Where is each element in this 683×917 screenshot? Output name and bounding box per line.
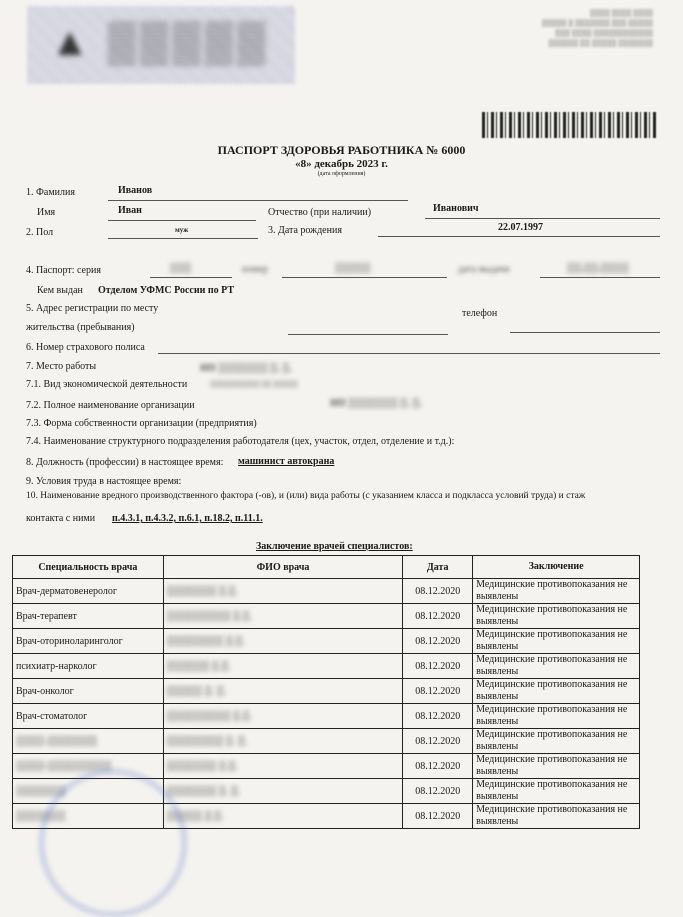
passport-number: ▒▒▒▒▒	[335, 263, 371, 274]
date-cell: 08.12.2020	[403, 754, 473, 779]
conclusion-cell: Медицинские противопоказания не выявлены	[473, 704, 640, 729]
position-value: машинист автокрана	[238, 456, 335, 467]
passport-label: 4. Паспорт: серия	[26, 265, 101, 276]
workplace-label: 7. Место работы	[26, 361, 97, 372]
doctor-cell: ▒▒▒▒▒▒▒▒▒ ▒.▒.	[163, 704, 403, 729]
conclusion-cell: Медицинские противопоказания не выявлены	[473, 604, 640, 629]
table-header-row	[13, 556, 640, 579]
specialty-cell: Врач-терапевт	[13, 604, 164, 629]
birth-label: 3. Дата рождения	[268, 225, 342, 236]
address-label-2: жительства (пребывания)	[26, 322, 135, 333]
doctor-cell: ▒▒▒▒▒▒▒ ▒.▒.	[163, 754, 403, 779]
sex-value: муж	[175, 226, 189, 234]
passport-series: ▒▒▒	[170, 263, 192, 274]
address-line	[288, 334, 448, 335]
econ-value: ▒▒▒▒▒▒▒▒▒▒ ▒▒ ▒▒▒▒▒	[210, 380, 298, 388]
conditions-label: 9. Условия труда в настоящее время:	[26, 476, 182, 487]
date-cell: 08.12.2020	[403, 729, 473, 754]
conclusion-cell: Медицинские противопоказания не выявлены	[473, 629, 640, 654]
conclusion-cell: Медицинские противопоказания не выявлены	[473, 804, 640, 829]
issue-date-line	[540, 277, 660, 278]
date-cell: 08.12.2020	[403, 604, 473, 629]
name-line	[108, 220, 256, 221]
position-label: 8. Должность (профессии) в настоящее время:	[26, 457, 224, 468]
header-doctor: ФИО врача	[163, 556, 403, 579]
patronymic-value: Иванович	[433, 203, 479, 214]
table-row	[13, 654, 640, 679]
table-row	[13, 629, 640, 654]
surname-label: 1. Фамилия	[26, 187, 75, 198]
doctor-cell: ▒▒▒▒▒▒ ▒.▒.	[163, 654, 403, 679]
date-cell: 08.12.2020	[403, 579, 473, 604]
specialty-cell: ▒▒▒▒-▒▒▒▒▒▒▒	[13, 729, 164, 754]
date-cell: 08.12.2020	[403, 679, 473, 704]
doctor-cell: ▒▒▒▒▒ ▒.▒.	[163, 804, 403, 829]
barcode-redaction	[482, 112, 658, 138]
conclusion-cell: Медицинские противопоказания не выявлены	[473, 754, 640, 779]
passport-issue-date: ▒▒.▒▒.▒▒▒▒	[567, 263, 629, 274]
sex-line	[108, 238, 258, 239]
fullname-value: ИП ▒▒▒▒▒▒▒ ▒. ▒.	[330, 398, 422, 409]
factor-label: 10. Наименование вредного производственного фактора (-ов), и (или) вида работы (с указанием класса и подкласса условий труда) и стаж	[26, 491, 586, 501]
factor-value: п.4.3.1, п.4.3.2, п.6.1, п.18.2, п.11.1.	[112, 513, 263, 524]
date-cell: 08.12.2020	[403, 704, 473, 729]
doctor-cell: ▒▒▒▒▒ ▒. ▒.	[163, 679, 403, 704]
birth-value: 22.07.1997	[498, 222, 543, 233]
conclusion-cell: Медицинские противопоказания не выявлены	[473, 729, 640, 754]
date-note: (дата оформления)	[317, 171, 366, 177]
specialty-cell: Врач-онколог	[13, 679, 164, 704]
factor-label-2: контакта с ними	[26, 513, 96, 524]
number-label: номер	[242, 264, 268, 275]
specialty-cell: Врач-стоматолог	[13, 704, 164, 729]
specialty-cell: ▒▒▒▒▒▒▒	[13, 779, 164, 804]
specialty-cell: ▒▒▒▒-▒▒▒▒▒▒▒▒▒	[13, 754, 164, 779]
insurance-label: 6. Номер страхового полиса	[26, 342, 145, 353]
phone-line	[510, 332, 660, 333]
specialty-cell: Врач-оториноларинголог	[13, 629, 164, 654]
table-row	[13, 704, 640, 729]
econ-label: 7.1. Вид экономической деятельности	[26, 379, 188, 390]
doctor-cell: ▒▒▒▒▒▒▒▒▒ ▒.▒.	[163, 604, 403, 629]
name-label: Имя	[37, 207, 56, 218]
document-title: ПАСПОРТ ЗДОРОВЬЯ РАБОТНИКА № 6000	[217, 143, 466, 157]
header-conclusion: Заключение	[473, 556, 640, 579]
series-line	[150, 277, 232, 278]
doctor-cell: ▒▒▒▒▒▒▒▒ ▒.▒.	[163, 629, 403, 654]
phone-label: телефон	[462, 308, 498, 319]
date-cell: 08.12.2020	[403, 654, 473, 679]
header-date: Дата	[403, 556, 473, 579]
insurance-line	[158, 353, 660, 354]
conclusion-cell: Медицинские противопоказания не выявлены	[473, 679, 640, 704]
ownership-label: 7.3. Форма собственности организации (предприятия)	[26, 418, 257, 429]
conclusion-cell: Медицинские противопоказания не выявлены	[473, 654, 640, 679]
patronymic-label: Отчество (при наличии)	[268, 207, 372, 218]
table-row	[13, 579, 640, 604]
sex-label: 2. Пол	[26, 227, 54, 238]
header-specialty: Специальность врача	[13, 556, 164, 579]
fullname-label: 7.2. Полное наименование организации	[26, 400, 195, 411]
specialty-cell: Врач-дерматовенеролог	[13, 579, 164, 604]
number-line	[282, 277, 447, 278]
doctor-cell: ▒▒▒▒▒▒▒ ▒. ▒.	[163, 779, 403, 804]
blue-stamp	[40, 770, 186, 916]
surname-value: Иванов	[118, 185, 153, 196]
conclusion-cell: Медицинские противопоказания не выявлены	[473, 779, 640, 804]
address-label: 5. Адрес регистрации по месту	[26, 303, 159, 314]
patronymic-line	[425, 218, 660, 219]
doctor-cell: ▒▒▒▒▒▒▒ ▒.▒.	[163, 579, 403, 604]
conclusion-cell: Медицинские противопоказания не выявлены	[473, 579, 640, 604]
birth-line	[378, 236, 660, 237]
specialty-cell: психиатр-нарколог	[13, 654, 164, 679]
doctor-cell: ▒▒▒▒▒▒▒▒ ▒. ▒.	[163, 729, 403, 754]
table-row	[13, 729, 640, 754]
date-cell: 08.12.2020	[403, 629, 473, 654]
logo-text: ▲ ▒▒▒▒▒	[50, 19, 270, 64]
document-date: «8» декабрь 2023 г.	[295, 158, 388, 170]
issued-by-label: Кем выдан	[37, 285, 83, 296]
division-label: 7.4. Наименование структурного подразделения работодателя (цех, участок, отдел, отделение и т.д.):	[26, 436, 455, 447]
workplace-value: ИП ▒▒▒▒▒▒▒ ▒. ▒.	[200, 363, 292, 374]
issue-date-label: дата выдачи	[458, 264, 510, 275]
date-cell: 08.12.2020	[403, 779, 473, 804]
organization-info: ▒▒▒▒ ▒▒▒▒ ▒▒▒▒ ▒▒▒▒▒ ▒ ▒▒▒▒▒▒▒ ▒▒▒ ▒▒▒▒▒ ▒▒▒ ▒▒▒▒ ▒▒▒▒▒▒▒▒▒▒▒▒ ▒▒▒▒▒▒ ▒▒ ▒▒▒▒▒ ▒▒▒▒▒▒▒	[541, 9, 653, 47]
issued-by-value: Отделом УФМС России по РТ	[98, 285, 235, 296]
table-caption: Заключение врачей специалистов:	[256, 541, 413, 552]
table-row	[13, 679, 640, 704]
specialty-cell: ▒▒▒▒▒▒▒	[13, 804, 164, 829]
table-row	[13, 604, 640, 629]
date-cell: 08.12.2020	[403, 804, 473, 829]
surname-line	[108, 200, 408, 201]
name-value: Иван	[118, 205, 142, 216]
